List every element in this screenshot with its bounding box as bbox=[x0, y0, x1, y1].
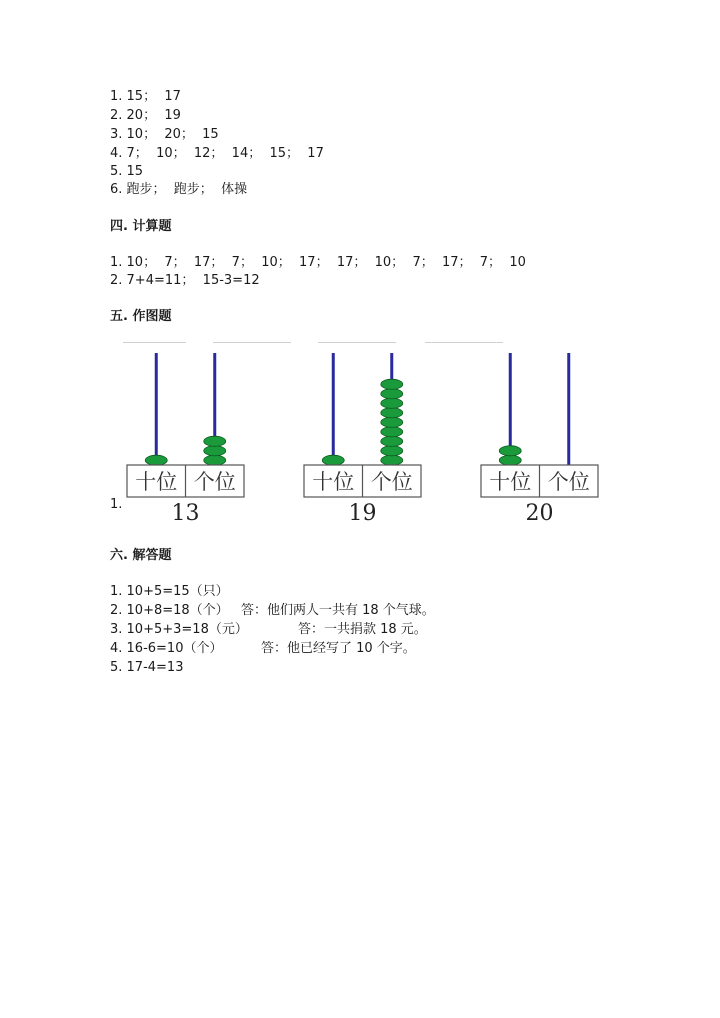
abacus-number: 20 bbox=[525, 501, 554, 526]
abacus-bead bbox=[145, 455, 167, 465]
answer-expr-5: 5. 17-4=13 bbox=[110, 660, 184, 675]
draw-item-label: 1. bbox=[110, 497, 123, 512]
section-title-calc: 四. 计算题 bbox=[110, 219, 172, 234]
abacus-bead bbox=[381, 379, 403, 389]
abacus-number: 19 bbox=[348, 501, 377, 526]
tens-label: 十位 bbox=[135, 470, 178, 494]
tens-label: 十位 bbox=[312, 470, 355, 494]
fill-answer-4: 4. 7； 10； 12； 14； 15； 17 bbox=[110, 146, 324, 161]
fill-answer-2: 2. 20； 19 bbox=[110, 108, 181, 123]
abacus-bead bbox=[381, 427, 403, 437]
abacus-bead bbox=[381, 455, 403, 465]
answer-expr-1: 1. 10+5=15（只） bbox=[110, 584, 229, 599]
abacus-bead bbox=[499, 455, 521, 465]
tens-label: 十位 bbox=[489, 470, 532, 494]
abacus-bead bbox=[381, 389, 403, 399]
section-title-answer: 六. 解答题 bbox=[110, 548, 172, 563]
abacus-bead bbox=[204, 446, 226, 456]
abacus-bead bbox=[381, 398, 403, 408]
calc-answer-2: 2. 7+4=11； 15-3=12 bbox=[110, 273, 260, 288]
answer-expr-2: 2. 10+8=18（个） bbox=[110, 603, 229, 618]
abacus-bead bbox=[381, 446, 403, 456]
answer-text-2: 答：他们两人一共有 18 个气球。 bbox=[241, 603, 435, 618]
ones-label: 个位 bbox=[547, 470, 590, 494]
fill-answer-3: 3. 10； 20； 15 bbox=[110, 127, 219, 142]
ones-label: 个位 bbox=[370, 470, 413, 494]
abacus-bead bbox=[204, 455, 226, 465]
fill-answer-6: 6. 跑步； 跑步； 体操 bbox=[110, 182, 248, 197]
answer-expr-4: 4. 16-6=10（个） bbox=[110, 641, 223, 656]
abacus-bead bbox=[381, 417, 403, 427]
calc-answer-1: 1. 10； 7； 17； 7； 10； 17； 17； 10； 7； 17； 7； 10 bbox=[110, 255, 526, 270]
answer-text-3: 答：一共捐款 18 元。 bbox=[298, 622, 427, 637]
section-title-draw: 五. 作图题 bbox=[110, 309, 172, 324]
ones-label: 个位 bbox=[193, 470, 236, 494]
abacus-bead bbox=[499, 446, 521, 456]
fill-answer-5: 5. 15 bbox=[110, 164, 144, 179]
abacus-bead bbox=[381, 408, 403, 418]
abacus-bead bbox=[322, 455, 344, 465]
abacus-number: 13 bbox=[171, 501, 200, 526]
answer-expr-3: 3. 10+5+3=18（元） bbox=[110, 622, 248, 637]
abacus-bead bbox=[381, 436, 403, 446]
abacus-figure bbox=[0, 340, 720, 530]
answer-text-4: 答：他已经写了 10 个字。 bbox=[261, 641, 416, 656]
abacus-bead bbox=[204, 436, 226, 446]
fill-answer-1: 1. 15； 17 bbox=[110, 89, 181, 104]
